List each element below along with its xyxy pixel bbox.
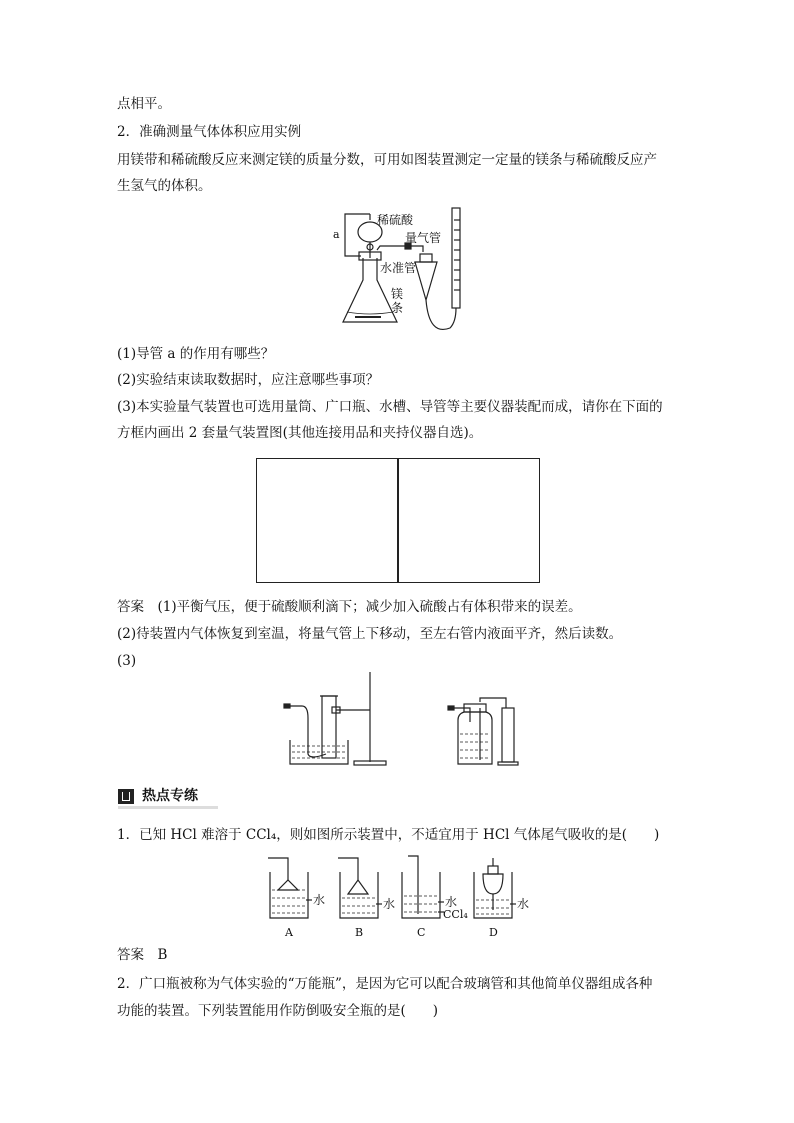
label-water-d: 水: [517, 897, 530, 911]
section-rule: [118, 806, 218, 809]
label-water-b: 水: [383, 897, 396, 911]
absorption-options-figure: [262, 850, 542, 942]
exercise-2-line2: 功能的装置。下列装置能用作防倒吸安全瓶的是( ): [117, 1003, 439, 1019]
label-a: a: [333, 228, 340, 241]
hydrogen-apparatus-figure: [325, 200, 475, 340]
question-2: (2)实验结束读取数据时，应注意哪些事项？: [117, 372, 380, 388]
question-1: (1)导管 a 的作用有哪些？: [117, 346, 275, 362]
section-title: 热点专练: [142, 788, 198, 804]
label-water-a: 水: [313, 893, 326, 907]
option-label-b: B: [355, 926, 364, 939]
answer-1: 答案 (1)平衡气压，便于硫酸顺利滴下；减少加入硫酸占有体积带来的误差。: [117, 599, 582, 615]
label-water-c: 水: [445, 895, 458, 909]
question-3-line2: 方框内画出 2 套量气装置图(其他连接用品和夹持仪器自选)。: [117, 425, 483, 441]
section-marker-icon: [118, 789, 134, 804]
label-magnesium-ribbon: [391, 286, 403, 315]
text-line: 用镁带和稀硫酸反应来测定镁的质量分数，可用如图装置测定一定量的镁条与稀硫酸反应产: [117, 152, 657, 168]
text-line: 点相平。: [117, 96, 171, 112]
question-3-line1: (3)本实验量气装置也可选用量筒、广口瓶、水槽、导管等主要仪器装配而成，请你在下面的: [117, 399, 663, 415]
option-label-c: C: [417, 926, 426, 939]
label-dilute-sulfuric-acid: 稀硫酸: [377, 213, 414, 227]
gas-measuring-setups-figure: [280, 668, 520, 772]
answer-3: (3): [117, 653, 137, 669]
exercise-1-answer: 答案 B: [117, 947, 168, 963]
label-gas-measuring-tube: 量气管: [405, 231, 442, 245]
answer-2: (2)待装置内气体恢复到室温，将量气管上下移动，至左右管内液面平齐，然后读数。: [117, 626, 623, 642]
text-line: 生氢气的体积。: [117, 178, 212, 194]
label-mg-char2: 条: [391, 301, 404, 315]
exercise-1: 1．已知 HCl 难溶于 CCl₄，则如图所示装置中，不适宜用于 HCl 气体尾气吸收的是( ): [117, 827, 660, 843]
label-ccl4: CCl₄: [443, 908, 468, 921]
option-label-a: A: [285, 926, 293, 939]
label-mg-char1: 镁: [391, 287, 404, 301]
drawing-box-left[interactable]: [256, 458, 399, 583]
option-label-d: D: [489, 926, 498, 939]
subheading: 2．准确测量气体体积应用实例: [117, 124, 302, 140]
exercise-2-line1: 2．广口瓶被称为气体实验的“万能瓶”，是因为它可以配合玻璃管和其他简单仪器组成各种: [117, 976, 653, 992]
drawing-box-right[interactable]: [397, 458, 540, 583]
label-level-tube: 水准管: [380, 261, 417, 275]
